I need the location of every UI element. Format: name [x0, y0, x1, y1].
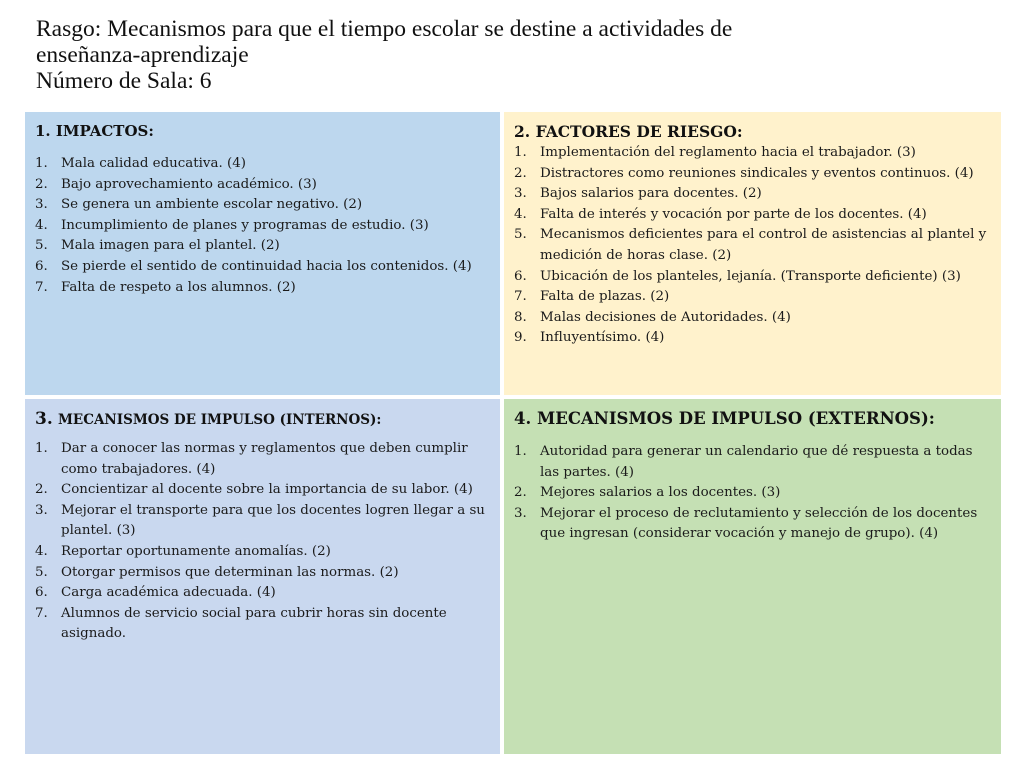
factores-heading	[514, 122, 991, 141]
list-item-text: Dar a conocer las normas y reglamentos que deben cumplir como trabajadores. (4)	[61, 441, 468, 477]
list-item-text: Ubicación de los planteles, lejanía. (Transporte deficiente) (3)	[540, 268, 961, 284]
list-item-number: 3.	[514, 505, 527, 521]
list-item-number: 2.	[35, 176, 48, 192]
title-line-2: enseñanza-aprendizaje	[36, 42, 249, 68]
list-item-text: Concientizar al docente sobre la importancia de su labor. (4)	[61, 482, 473, 498]
list-item-number: 1.	[35, 441, 48, 456]
externos-number: 4.	[514, 409, 532, 428]
impactos-list	[35, 154, 490, 298]
list-item-number: 9.	[514, 330, 527, 346]
impactos-label: IMPACTOS:	[55, 122, 154, 140]
list-item-text: Mejorar el transporte para que los docentes logren llegar a su plantel. (3)	[61, 502, 485, 539]
list-item-number: 7.	[35, 605, 48, 621]
internos-label: MECANISMOS DE IMPULSO (INTERNOS):	[57, 412, 382, 428]
list-item	[35, 195, 490, 216]
internos-heading	[35, 409, 490, 429]
impactos-number: 1.	[35, 122, 51, 140]
list-item-text: Falta de plazas. (2)	[540, 289, 670, 305]
factores-number: 2.	[514, 122, 531, 141]
list-item-text: Malas decisiones de Autoridades. (4)	[540, 309, 791, 325]
externos-label: MECANISMOS DE IMPULSO (EXTERNOS):	[536, 409, 935, 428]
list-item	[514, 442, 991, 483]
list-item-text: Falta de interés y vocación por parte de los docentes. (4)	[540, 206, 927, 222]
list-item	[514, 143, 991, 164]
list-item-number: 2.	[35, 482, 48, 498]
list-item	[35, 439, 490, 480]
internos-number: 3.	[35, 409, 53, 429]
list-item	[514, 205, 991, 226]
factores-quadrant	[504, 112, 1001, 395]
list-item	[514, 504, 991, 545]
list-item-text: Mejores salarios a los docentes. (3)	[540, 485, 781, 501]
list-item-number: 5.	[35, 238, 48, 254]
list-item-text: Bajos salarios para docentes. (2)	[540, 186, 762, 202]
list-item	[35, 216, 490, 237]
list-item-number: 4.	[35, 217, 48, 233]
factores-label: FACTORES DE RIESGO:	[535, 122, 743, 141]
quadrant-grid	[25, 112, 1001, 754]
list-item-text: Otorgar permisos que determinan las normas. (2)	[61, 564, 399, 580]
list-item-text: Carga académica adecuada. (4)	[61, 585, 276, 601]
externos-quadrant	[504, 399, 1001, 754]
list-item-text: Influyentísimo. (4)	[540, 330, 665, 346]
list-item-text: Autoridad para generar un calendario que dé respuesta a todas las partes. (4)	[540, 444, 973, 480]
internos-quadrant	[25, 399, 500, 754]
externos-list	[514, 442, 991, 545]
room-number: Número de Sala: 6	[36, 68, 212, 94]
list-item	[514, 164, 991, 185]
list-item-text: Mala calidad educativa. (4)	[61, 156, 246, 171]
title-line-1: Rasgo: Mecanismos para que el tiempo escolar se destine a actividades de	[36, 16, 733, 42]
list-item-number: 7.	[35, 279, 48, 295]
impactos-quadrant	[25, 112, 500, 395]
list-item	[35, 154, 490, 175]
list-item-number: 5.	[514, 227, 527, 243]
list-item-number: 3.	[35, 197, 48, 213]
list-item-text: Mejorar el proceso de reclutamiento y selección de los docentes que ingresan (considerar vocación y manejo de grupo). (4)	[540, 505, 978, 542]
list-item-number: 4.	[514, 206, 527, 222]
list-item-number: 6.	[35, 585, 48, 601]
list-item	[35, 501, 490, 542]
list-item-text: Reportar oportunamente anomalías. (2)	[61, 543, 331, 559]
list-item	[514, 308, 991, 329]
list-item-text: Se genera un ambiente escolar negativo. (2)	[61, 197, 363, 213]
list-item-text: Distractores como reuniones sindicales y eventos continuos. (4)	[540, 165, 974, 181]
list-item-text: Incumplimiento de planes y programas de estudio. (3)	[61, 217, 429, 233]
list-item	[514, 483, 991, 504]
list-item-number: 2.	[514, 485, 527, 501]
factores-list	[514, 143, 991, 349]
slide-title	[36, 16, 996, 94]
list-item-text: Mala imagen para el plantel. (2)	[61, 238, 280, 254]
list-item-number: 1.	[514, 145, 527, 160]
list-item	[35, 480, 490, 501]
list-item-text: Falta de respeto a los alumnos. (2)	[61, 279, 296, 295]
list-item-number: 7.	[514, 289, 527, 305]
list-item-number: 6.	[35, 258, 48, 274]
list-item	[35, 563, 490, 584]
list-item	[514, 287, 991, 308]
list-item-number: 1.	[514, 444, 527, 459]
internos-list	[35, 439, 490, 645]
list-item-text: Mecanismos deficientes para el control de asistencias al plantel y medición de horas clase. (2)	[540, 227, 987, 263]
list-item-number: 3.	[514, 186, 527, 202]
list-item-number: 1.	[35, 156, 48, 171]
list-item-text: Implementación del reglamento hacia el trabajador. (3)	[540, 145, 916, 160]
list-item	[35, 542, 490, 563]
list-item-number: 3.	[35, 502, 48, 518]
list-item-number: 8.	[514, 309, 527, 325]
list-item	[35, 236, 490, 257]
list-item	[35, 175, 490, 196]
list-item	[514, 267, 991, 288]
list-item-number: 4.	[35, 543, 48, 559]
list-item	[35, 278, 490, 299]
list-item	[514, 328, 991, 349]
list-item-text: Se pierde el sentido de continuidad hacia los contenidos. (4)	[61, 258, 472, 274]
list-item-text: Alumnos de servicio social para cubrir horas sin docente asignado.	[61, 605, 447, 642]
list-item-text: Bajo aprovechamiento académico. (3)	[61, 176, 317, 192]
list-item-number: 6.	[514, 268, 527, 284]
list-item	[35, 257, 490, 278]
list-item-number: 2.	[514, 165, 527, 181]
list-item	[35, 604, 490, 645]
impactos-heading	[35, 122, 490, 140]
list-item	[35, 583, 490, 604]
list-item	[514, 184, 991, 205]
list-item-number: 5.	[35, 564, 48, 580]
list-item	[514, 225, 991, 266]
externos-heading	[514, 409, 991, 428]
